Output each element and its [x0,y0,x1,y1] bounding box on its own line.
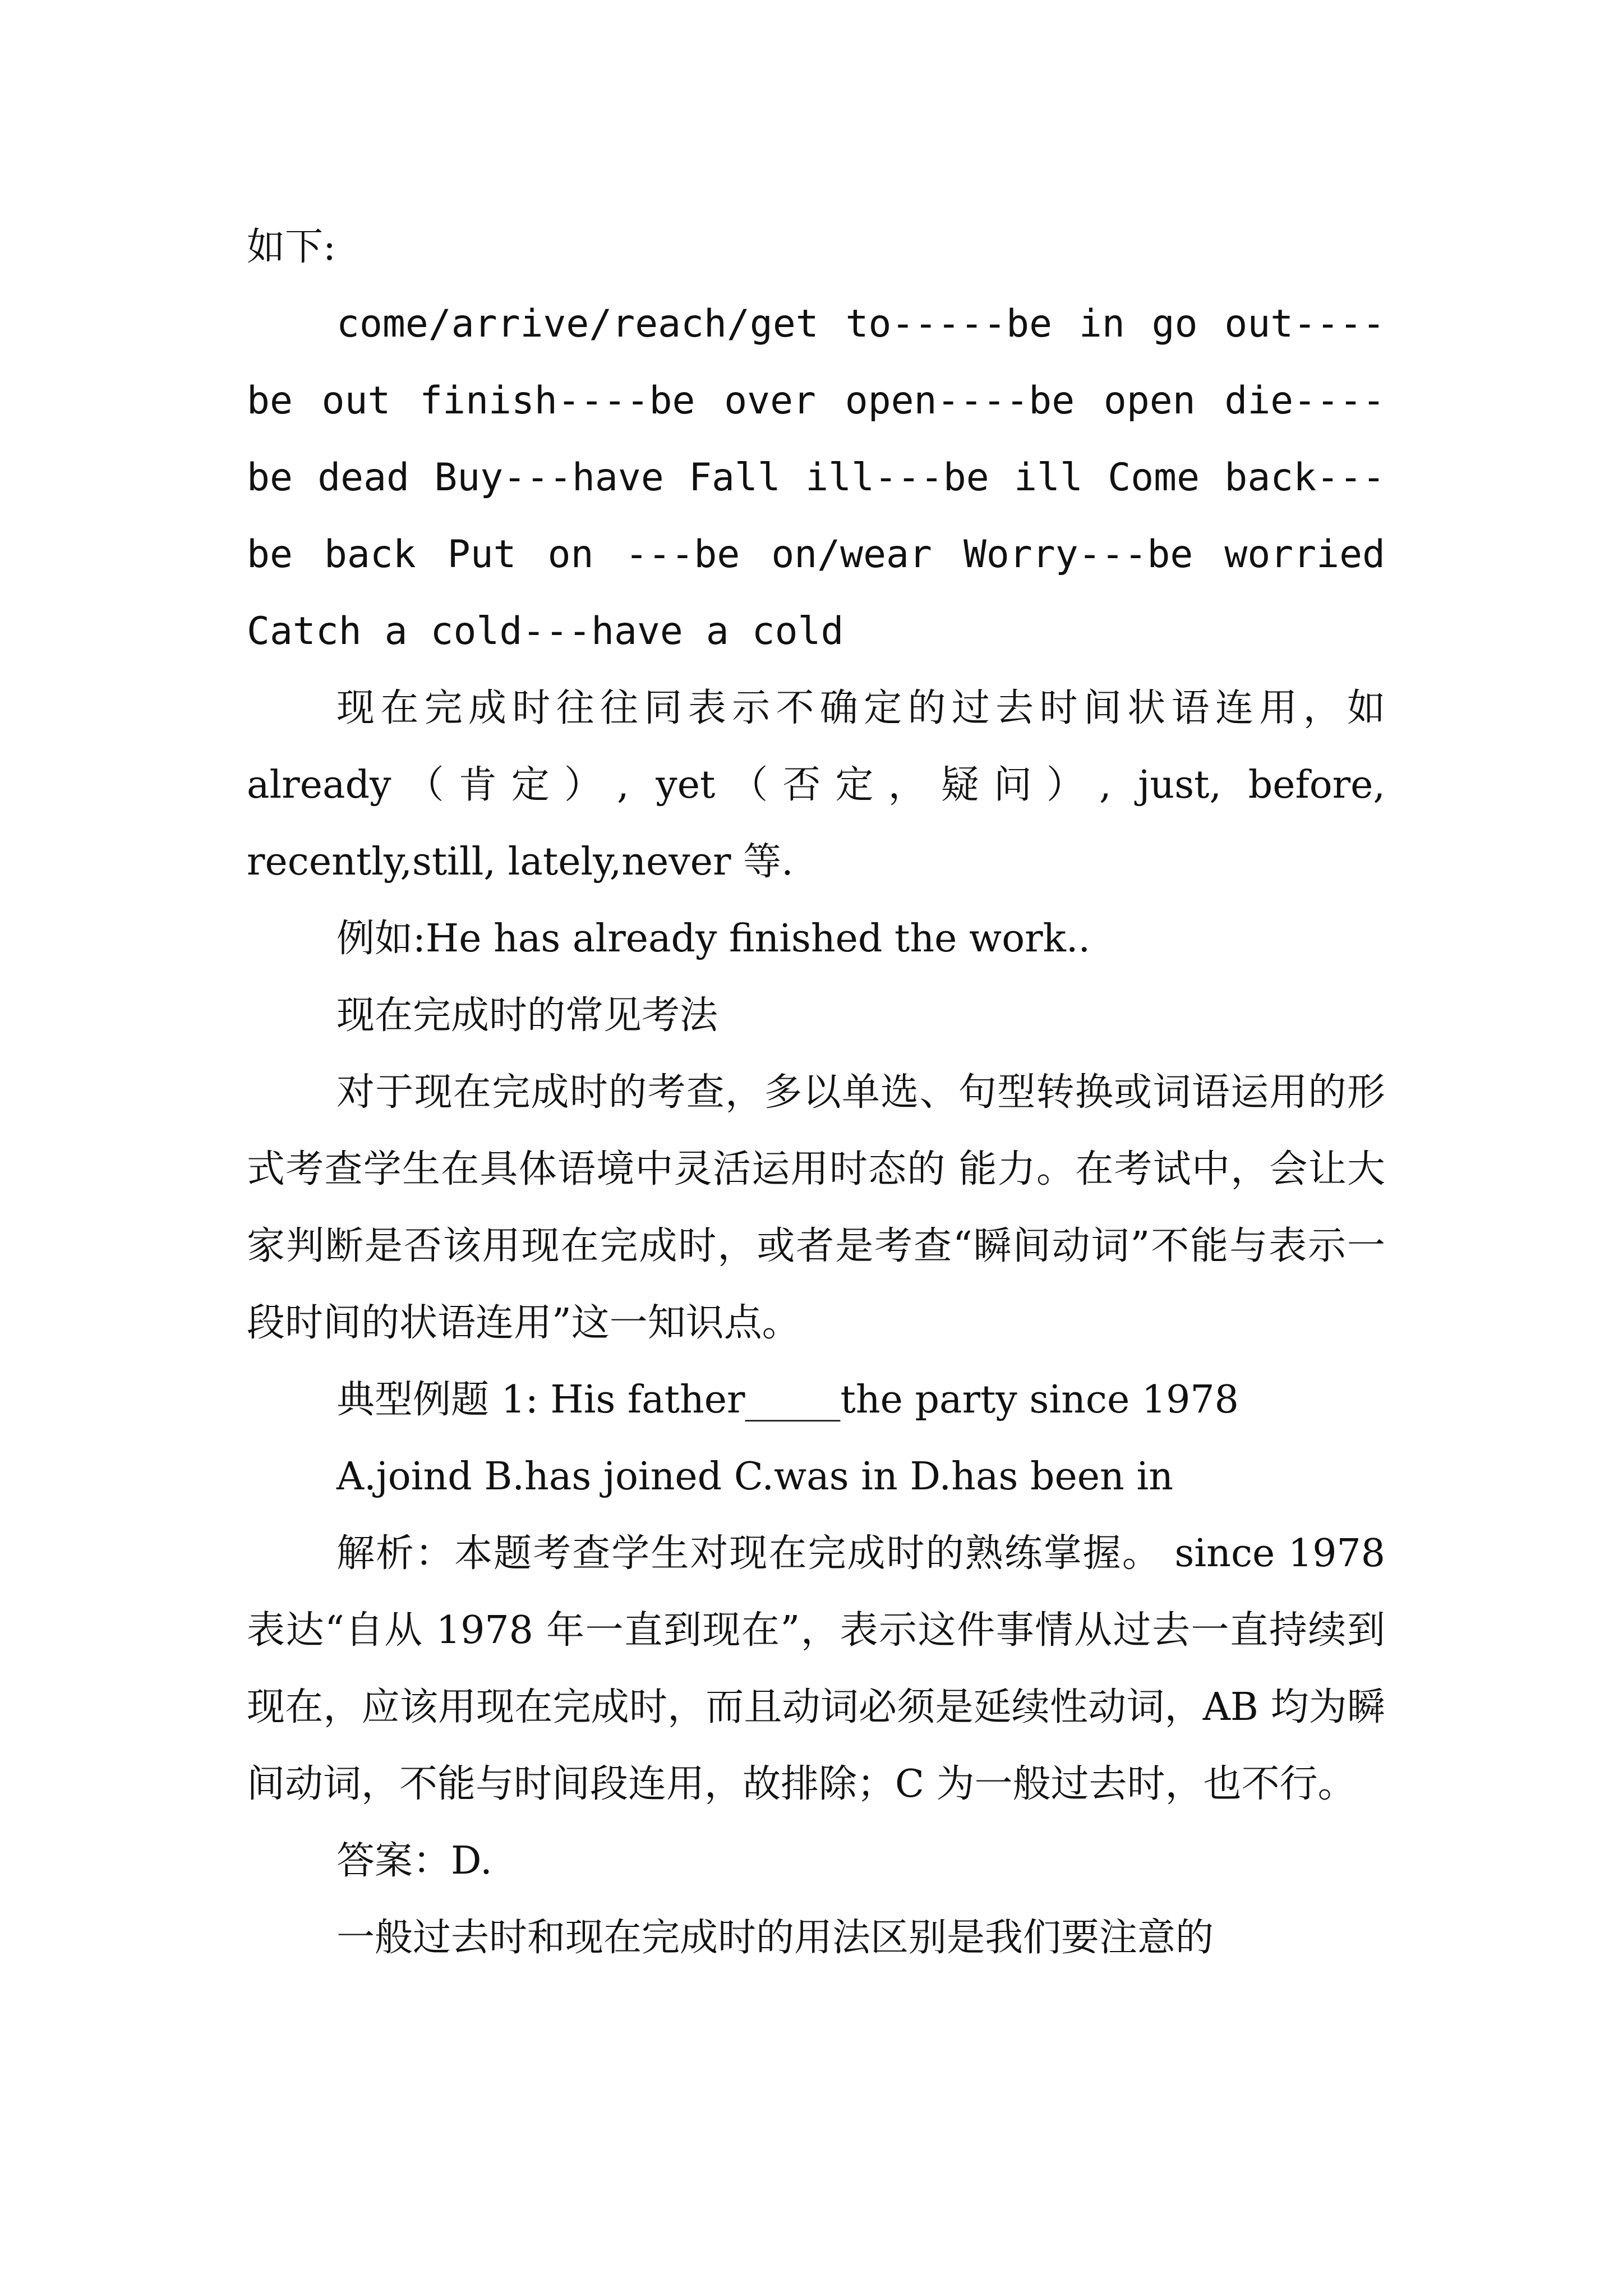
paragraph-intro: 如下: [247,225,336,269]
paragraph-time-adverbials: 现在完成时往往同表示不确定的过去时间状语连用，如 already（肯定）, yet（否定，疑问）, just, before, recently,still, lately,never 等. [247,686,1385,884]
example-question: 典型例题 1: His father_____the party since 1978 [336,1378,1239,1422]
paragraph-exam-usage: 对于现在完成时的考查，多以单选、句型转换或词语运用的形式考查学生在具体语境中灵活运用时态的 能力。在考试中，会让大家判断是否该用现在完成时，或者是考查“瞬间动词”不能与表示一段时间的状语连用”这一知识点。 [247,1070,1385,1345]
paragraph-answer: 答案：D. [336,1839,492,1883]
section-heading: 现在完成时的常见考法 [336,993,718,1038]
paragraph-example: 例如:He has already finished the work.. [336,917,1091,961]
example-options: A.joind B.has joined C.was in D.has been in [336,1455,1173,1499]
paragraph-analysis: 解析：本题考查学生对现在完成时的熟练掌握。 since 1978 表达“自从 1978 年一直到现在”，表示这件事情从过去一直持续到现在，应该用现在完成时，而且动词必须是延续性动词，AB 均为瞬间动词，不能与时间段连用，故排除；C 为一般过去时，也不行。 [247,1531,1385,1806]
paragraph-tense-difference: 一般过去时和现在完成时的用法区别是我们要注意的 [336,1916,1214,1960]
document-body [247,209,1385,1976]
paragraph-verb-pairs: come/arrive/reach/get to-----be in go out----be out finish----be over open----be open die----be dead Buy---have Fall ill---be ill Come back---be back Put on ---be on/wear Worry---be worried Catch a cold---have a cold [247,302,1385,654]
